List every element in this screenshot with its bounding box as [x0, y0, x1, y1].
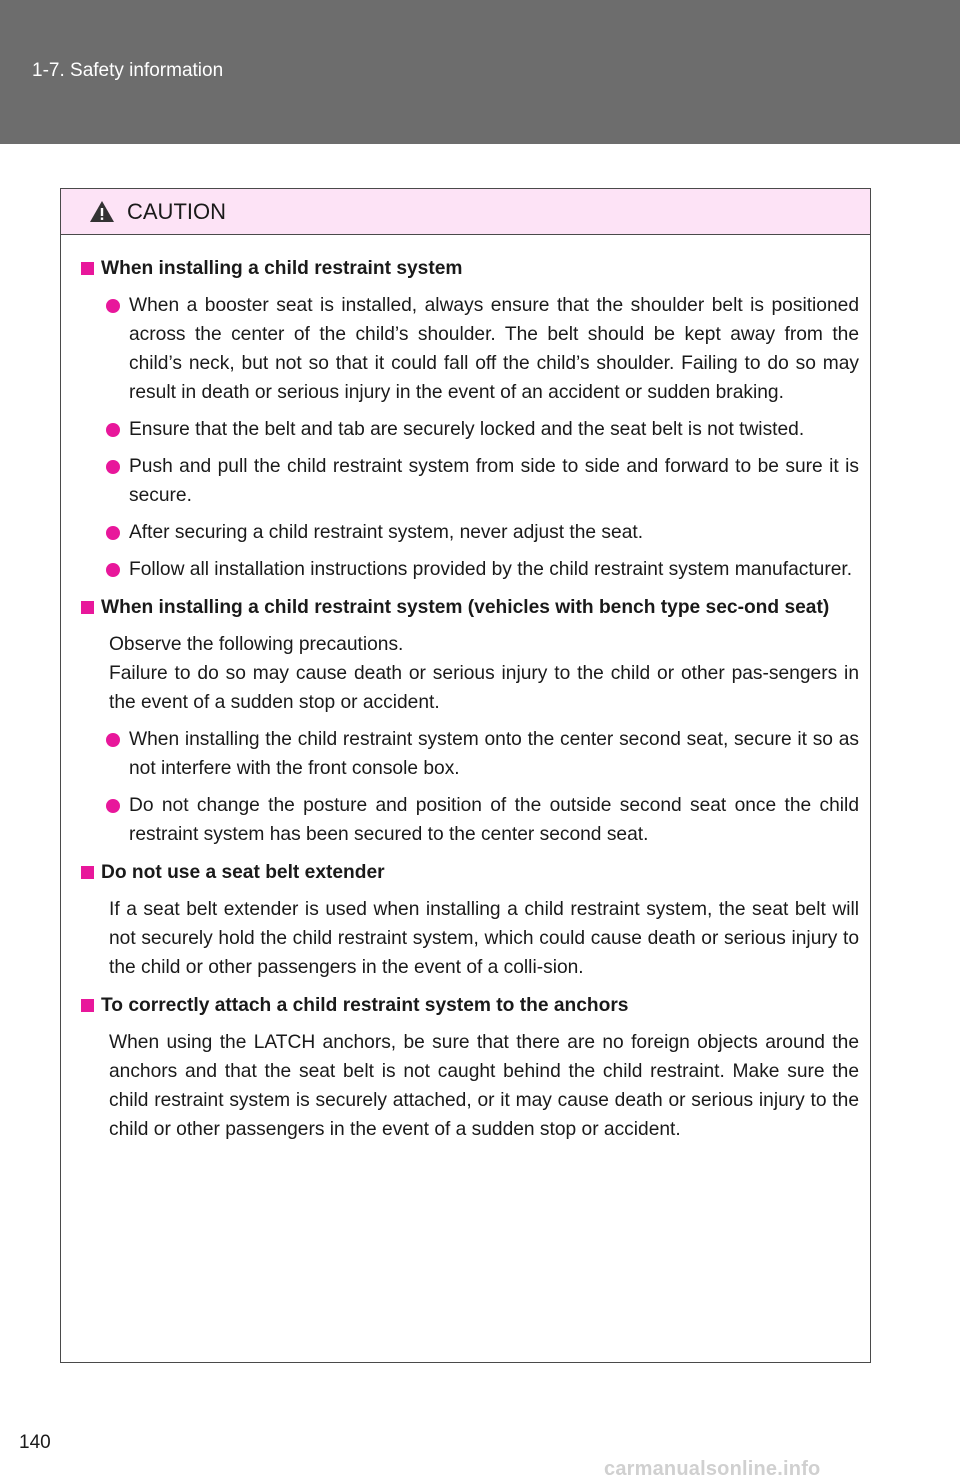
page-header [0, 0, 960, 144]
list-item-text: When a booster seat is installed, always ensure that the shoulder belt is positioned across the center of the child’s shoulder. The belt should be kept away from the child’s neck, but not so that it could fall off the child’s shoulder. Failing to do so may result in death or serious injury in the event of an accident or sudden braking. [129, 295, 859, 403]
paragraph: If a seat belt extender is used when installing a child restraint system, the seat belt will not securely hold the child restraint system, which could cause death or serious injury to the child or other passengers in the event of a colli-sion. [109, 899, 859, 978]
circle-bullet-icon [106, 563, 120, 577]
list-item [81, 291, 859, 407]
list-item-text: Follow all installation instructions provided by the child restraint system manufacturer. [129, 559, 853, 580]
list-item-text: Push and pull the child restraint system from side to side and forward to be sure it is secure. [129, 456, 859, 506]
list-item [81, 791, 859, 849]
section-title: 1-7. Safety information [32, 60, 224, 81]
section-heading [81, 858, 859, 887]
square-bullet-icon [81, 866, 94, 879]
circle-bullet-icon [106, 423, 120, 437]
list-item [81, 555, 859, 584]
section-heading-text: When installing a child restraint system [101, 258, 463, 279]
section-heading-text: Do not use a seat belt extender [101, 862, 385, 883]
watermark: carmanualsonline.info [604, 1458, 821, 1480]
section-heading [81, 254, 859, 283]
caution-body [61, 235, 870, 1144]
paragraph: Failure to do so may cause death or serious injury to the child or other pas-sengers in the event of a sudden stop or accident. [109, 663, 859, 713]
page-number: 140 [19, 1432, 51, 1453]
list-item [81, 452, 859, 510]
section-heading-text: To correctly attach a child restraint system to the anchors [101, 995, 629, 1016]
paragraph: When using the LATCH anchors, be sure that there are no foreign objects around the anchors and that the seat belt is not caught behind the child restraint. Make sure the child restraint system is securely attached, or it may cause death or serious injury to the child or other passengers in the event of a sudden stop or accident. [109, 1032, 859, 1140]
list-item-text: When installing the child restraint system onto the center second seat, secure it so as not interfere with the front console box. [129, 729, 859, 779]
list-item-text: Ensure that the belt and tab are securely locked and the seat belt is not twisted. [129, 419, 805, 440]
caution-box [60, 188, 871, 1363]
list-item [81, 725, 859, 783]
list-item-text: Do not change the posture and position of the outside second seat once the child restraint system has been secured to the center second seat. [129, 795, 859, 845]
caution-label: CAUTION [127, 199, 226, 224]
section-heading-text: When installing a child restraint system (vehicles with bench type sec-ond seat) [101, 597, 830, 618]
circle-bullet-icon [106, 733, 120, 747]
list-item [81, 415, 859, 444]
square-bullet-icon [81, 999, 94, 1012]
list-item-text: After securing a child restraint system, never adjust the seat. [129, 522, 644, 543]
circle-bullet-icon [106, 526, 120, 540]
caution-header [61, 189, 870, 235]
square-bullet-icon [81, 601, 94, 614]
square-bullet-icon [81, 262, 94, 275]
circle-bullet-icon [106, 299, 120, 313]
circle-bullet-icon [106, 799, 120, 813]
circle-bullet-icon [106, 460, 120, 474]
list-item [81, 518, 859, 547]
section-heading [81, 593, 859, 622]
section-heading [81, 991, 859, 1020]
paragraph: Observe the following precautions. [109, 634, 404, 655]
warning-triangle-icon [89, 200, 115, 223]
